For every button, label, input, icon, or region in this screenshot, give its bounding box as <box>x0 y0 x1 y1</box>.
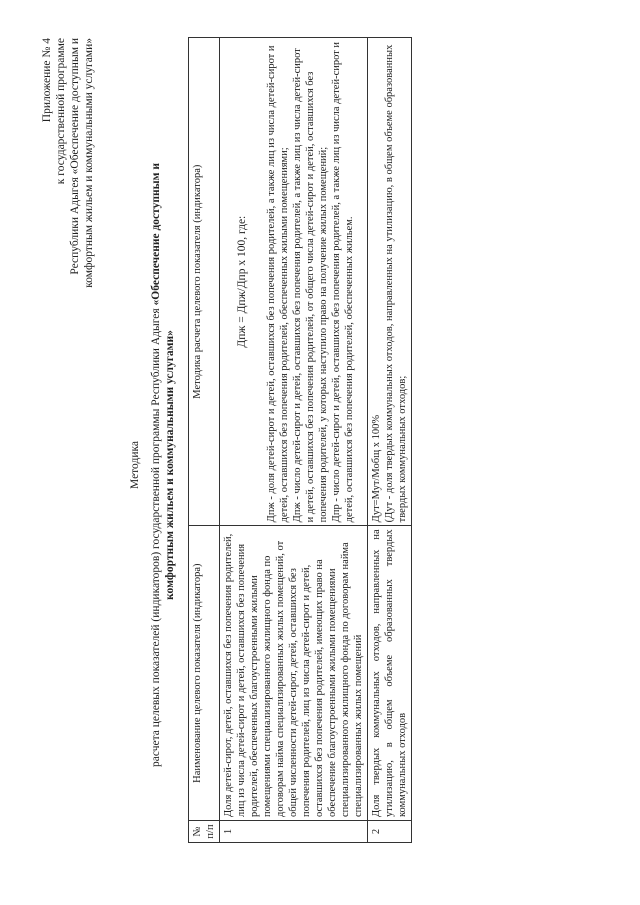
row-num: 1 <box>220 821 368 843</box>
title-methodology: Методика <box>129 441 141 489</box>
header-num: № п/п <box>189 821 220 843</box>
row-indicator-name: Доля детей-сирот, детей, оставшихся без попечения родителей, лиц из числа детей-сирот и детей, оставшихся без попечения родителей, обеспеченных благоустроенными жилыми помещениями специализированного жилищного фонда по договорам найма специализированных жилых помещений, от общей численности детей-сирот, детей, оставшихся без попечения родителей, лиц из числа детей-сирот и детей, оставшихся без попечения родителей, имеющих право на обеспечение благоустроенными жилыми помещениями специализированного жилищного фонда по договорам найма специализированных жилых помещений <box>220 526 368 821</box>
header-name: Наименование целевого показателя (индикатора) <box>189 526 220 821</box>
document-title <box>128 65 178 865</box>
row-indicator-name: Доля твердых коммунальных отходов, направленных на утилизацию, в общем объеме образованных твердых коммунальных отходов <box>368 526 412 821</box>
table-header-row <box>189 38 220 843</box>
row-num: 2 <box>368 821 412 843</box>
table-row <box>220 38 368 843</box>
title-line-2 <box>163 65 178 865</box>
row-method <box>368 38 412 526</box>
row-method-desc-1: Дпж - доля детей-сирот и детей, оставшихся без попечения родителей, а также лиц из числа детей-сирот и детей, оставшихся без попечения родителей, обеспеченных жилыми помещениями; <box>266 45 290 523</box>
row-formula: Дпж = Дпж/Дпр х 100, где: <box>236 215 248 348</box>
row-method-desc-3: Дпр - число детей-сирот и детей, оставшихся без попечения родителей, а также лиц из числа детей-сирот и детей, оставшихся без попечения родителей, обеспеченных жильем. <box>331 41 355 523</box>
row-formula: Дут=Мут/Мобщ х 100% <box>371 414 382 523</box>
header-method: Методика расчета целевого показателя (индикатора) <box>189 38 220 526</box>
row-method <box>220 38 368 526</box>
appendix-line-2: к государственной программе <box>55 38 67 185</box>
row-method-desc-1: (Дут - доля твердых коммунальных отходов, направленных на утилизацию, в общем объеме образованных твердых коммунальных отходов; <box>384 44 408 523</box>
appendix-line-1: Приложение № 4 <box>41 38 53 123</box>
row-method-desc-2: Дпж - число детей-сирот и детей, оставшихся без попечения родителей, а также лиц из числа детей-сирот и детей, оставшихся без попечения родителей, от общего числа детей-сирот и детей, оставшихся без попечения родителей, у которых наступило право на получение жилых помещений; <box>292 48 329 523</box>
title-line-1-plain: расчета целевых показателей (индикаторов) государственной программы Республики Адыгея <box>149 305 162 767</box>
title-line-1-bold: «Обеспечение доступным и <box>149 163 162 306</box>
indicators-table <box>188 37 412 843</box>
appendix-header <box>40 38 96 378</box>
title-line-2-bold: комфортным жильем и коммунальными услугами» <box>164 330 176 600</box>
appendix-line-3: Республики Адыгея «Обеспечение доступным и <box>69 38 81 275</box>
appendix-line-4: комфортным жильем и коммунальными услугами» <box>83 38 95 288</box>
table-row <box>368 38 412 843</box>
title-line-1 <box>149 65 164 865</box>
